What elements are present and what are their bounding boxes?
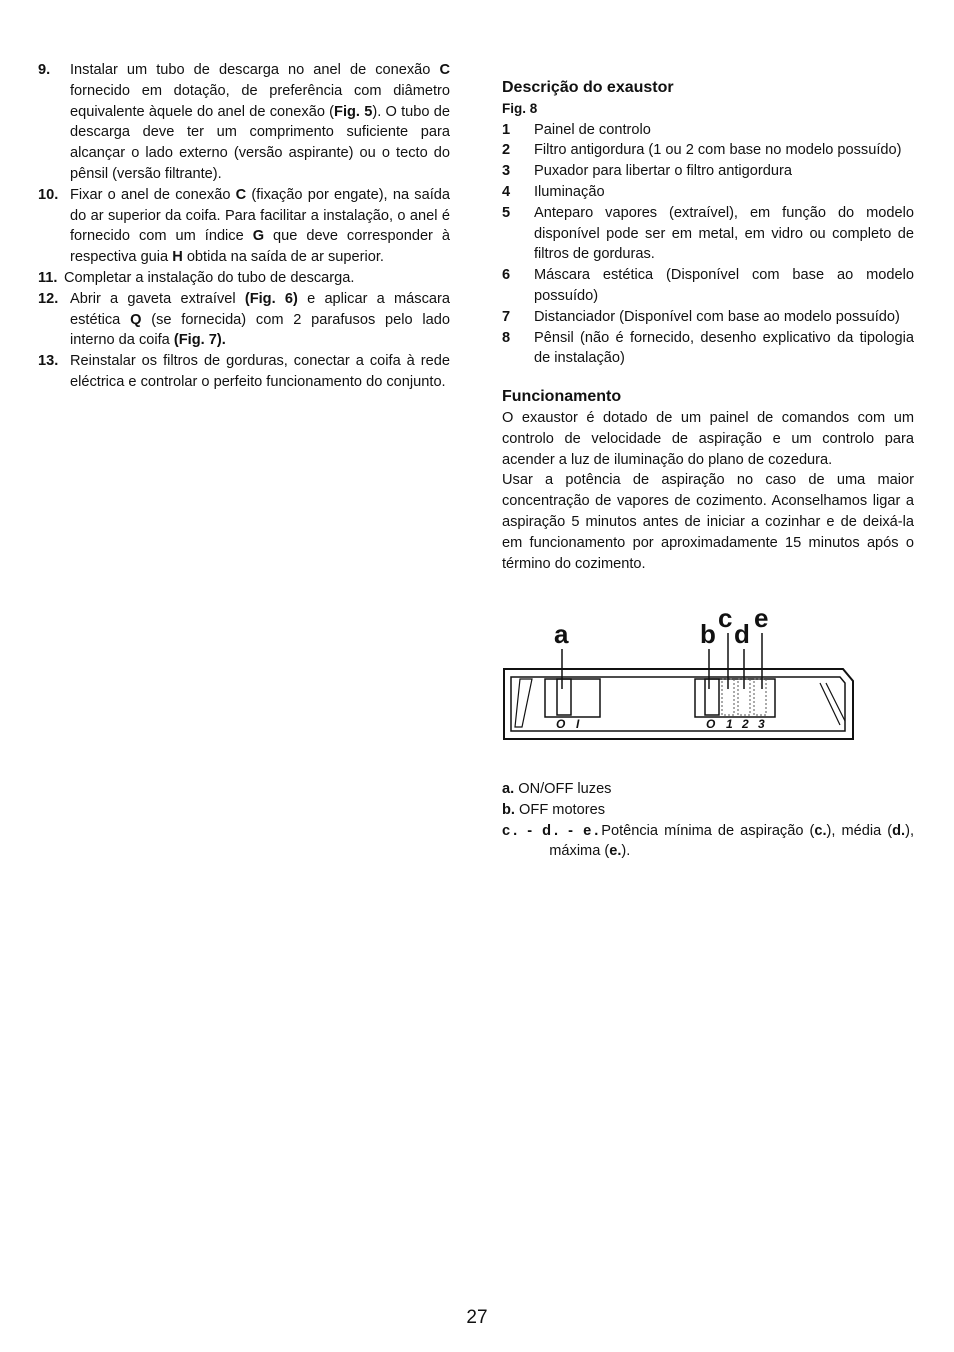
description-list — [502, 120, 914, 370]
list-item — [502, 203, 914, 265]
list-item — [502, 328, 914, 370]
motor-scale-2: 2 — [742, 717, 749, 731]
item-text: Anteparo vapores (extraível), em função do modelo disponível pode ser em metal, em vidro ou completo de filtros de gorduras. — [534, 204, 914, 263]
item-number: 6 — [502, 267, 511, 284]
light-switch-knob — [557, 679, 571, 715]
label-b: b — [700, 619, 716, 649]
step-text: Fixar o anel de conexão C (fixação por engate), na saída do ar superior da coifa. Para facilitar a instalação, o anel é fornecido com um índice G que deve corresponder à respectiva guia H obtida na saída de ar superior. — [70, 186, 450, 266]
item-text: Máscara estética (Disponível com base ao modelo possuído) — [534, 267, 914, 304]
list-item — [502, 120, 914, 141]
section-title-descricao: Descrição do exaustor — [502, 79, 674, 96]
step-text: Reinstalar os filtros de gorduras, conectar a coifa à rede eléctrica e controlar o perfeito funcionamento do conjunto. — [70, 353, 450, 390]
list-item — [502, 161, 914, 182]
step-number: 13. — [38, 353, 59, 370]
item-text: Pênsil (não é fornecido, desenho explicativo da tipologia de instalação) — [534, 329, 914, 367]
list-item — [502, 140, 914, 161]
item-number: 3 — [502, 163, 511, 180]
left-column — [38, 60, 450, 393]
motor-switch-slot — [695, 679, 775, 717]
light-switch-slot — [545, 679, 600, 717]
paragraph: Usar a potência de aspiração no caso de uma maior concentração de vapores de cozimento. Aconselhamos ligar a aspiração 5 minutos antes de iniciar a cozinhar e de deixá-la em funcionamento por aproximadamente 15 minutos após o término do cozimento. — [502, 472, 914, 572]
motor-scale-0: O — [706, 717, 716, 731]
item-text: Iluminação — [534, 183, 605, 200]
item-number: 4 — [502, 183, 511, 200]
item-number: 5 — [502, 204, 511, 221]
legend-item — [502, 800, 914, 821]
light-scale-off: O — [556, 717, 566, 731]
step-number: 9. — [38, 62, 51, 78]
legend-item — [502, 821, 914, 863]
item-number: 1 — [502, 121, 511, 138]
list-item — [502, 307, 914, 328]
legend-text: OFF motores — [519, 801, 605, 818]
item-text: Painel de controlo — [534, 121, 651, 138]
step-number: 11. — [38, 269, 58, 286]
step-number: 12. — [38, 290, 59, 307]
label-a: a — [554, 619, 569, 649]
diagram-legend — [502, 779, 914, 862]
step-text: Instalar um tubo de descarga no anel de conexão C fornecido em dotação, de preferência com diâmetro equivalente àquele do anel de conexão (Fig. 5). O tubo de descarga deve ter um comprimento suficiente para alcançar o lado externo (versão aspirante) ou o tecto do pênsil (versão filtrante). — [70, 62, 450, 182]
step-text: Abrir a gaveta extraível (Fig. 6) e aplicar a máscara estética Q (se fornecida) com 2 parafusos pelo lado interno da coifa (Fig. 7). — [70, 290, 450, 349]
item-number: 8 — [502, 329, 511, 346]
legend-item — [502, 779, 914, 800]
step-item — [38, 268, 450, 289]
step-item — [38, 185, 450, 268]
page-number: 27 — [466, 1307, 488, 1328]
legend-text: ON/OFF luzes — [518, 781, 612, 797]
motor-scale-3: 3 — [758, 717, 765, 731]
control-panel-diagram — [500, 605, 855, 745]
motor-scale-1: 1 — [726, 717, 733, 731]
label-d: d — [734, 619, 750, 649]
item-text: Puxador para libertar o filtro antigordura — [534, 163, 792, 180]
step-number: 10. — [38, 186, 59, 203]
motor-switch-knob — [705, 679, 719, 715]
section-title-funcionamento: Funcionamento — [502, 388, 622, 406]
step-item — [38, 351, 450, 393]
legend-text: Potência mínima de aspiração (c.), média (d.), máxima (e.). — [549, 822, 914, 860]
bevel-left — [515, 679, 532, 727]
label-c: c — [718, 605, 733, 633]
item-text: Filtro antigordura (1 ou 2 com base no modelo possuído) — [534, 142, 902, 159]
step-item — [38, 60, 450, 185]
list-item — [502, 182, 914, 203]
list-item — [502, 265, 914, 307]
light-scale-on: I — [576, 717, 580, 731]
legend-key: a. — [502, 781, 515, 797]
legend-key: b. — [502, 801, 515, 818]
item-number: 2 — [502, 142, 511, 159]
paragraph: O exaustor é dotado de um painel de comandos com um controlo de velocidade de aspiração e um controlo para acender a luz de iluminação do plano de cozedura. — [502, 409, 914, 468]
right-column — [502, 62, 914, 574]
item-text: Distanciador (Disponível com base ao modelo possuído) — [534, 308, 900, 325]
figure-reference: Fig. 8 — [502, 100, 538, 116]
step-item — [38, 289, 450, 351]
pointer-lines — [562, 633, 762, 689]
legend-key: c. - d. - e. — [502, 822, 602, 839]
item-number: 7 — [502, 308, 511, 325]
step-text: Completar a instalação do tubo de descarga. — [64, 269, 355, 286]
label-e: e — [754, 605, 769, 633]
